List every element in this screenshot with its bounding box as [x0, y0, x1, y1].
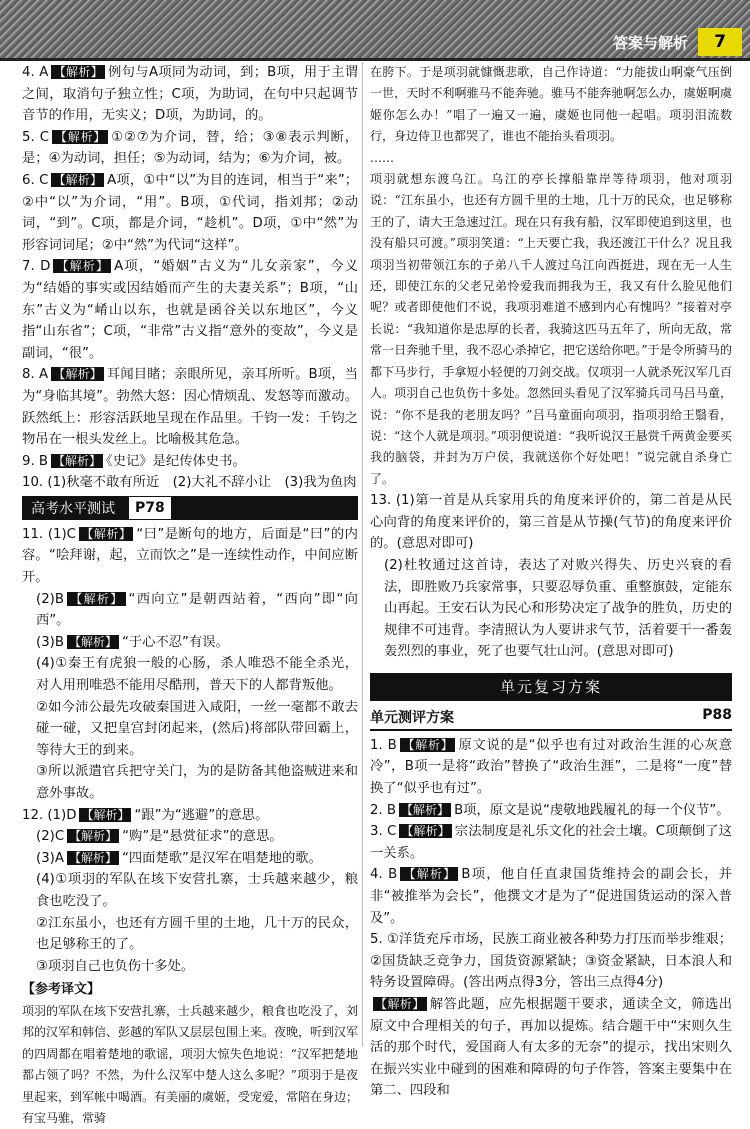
page-header [0, 0, 750, 61]
ellipsis: …… [370, 150, 394, 165]
analysis-tag: 【解析】 [53, 367, 102, 382]
analysis-tag: 【解析】 [80, 526, 132, 541]
analysis-tag: 【解析】 [53, 65, 104, 79]
unit-test-header [370, 707, 732, 731]
right-column [370, 62, 732, 1099]
analysis-tag: 【解析】 [53, 453, 102, 468]
analysis-tag: 【解析】 [53, 172, 103, 187]
analysis-tag: 【解析】 [402, 867, 457, 882]
answer-10: 10. (1)秋毫不敢有所近 (2)大礼不辞小让 (3)我为鱼肉 [22, 475, 357, 491]
answer-7: 7. D 【解析】 A项，“婚姻”古义为“儿女亲家”，今义为“结婚的事实或因结婚而产生的夫妻关系”；B项，“山东”古义为“崤山以东，也就是函谷关以东地区”，今义指“山东省”；C项，“非常”古义指“意外的变故”，今义是副词，“很”。 [22, 259, 358, 361]
answer-6: 6. C 【解析】 A项，①中“以”为目的连词，相当于“来”；②中“以”为介词，“用”。B项，①代词，指刘邦；②动词，“到”。C项，都是介词，“趁机”。D项，①中“然”为形容词词尾；②中“然”为代词“这样”。 [22, 172, 358, 253]
header-title: 答案与解析 [612, 34, 688, 52]
page-number: 7 [698, 28, 742, 56]
answer-12-3: (3)A 【解析】 “四面楚歌”是汉军在唱楚地的歌。 [36, 850, 322, 866]
answer-12-2: (2)C 【解析】 “购”是“悬赏征求”的意思。 [36, 829, 283, 845]
analysis-tag: 【解析】 [68, 591, 124, 606]
unit-review-header: 单元复习方案 [370, 673, 732, 701]
answer-13-2: (2)杜牧通过这首诗，表达了对败兴得失、历史兴衰的看法，即胜败乃兵家常事，只要忍辱负重、重整旗鼓，定能东山再起。王安石认为民心和形势决定了战争的胜负，历史的规律不可违背。李清照认为人要讲求气节，活着要干一番轰轰烈烈的事业，死了也要气壮山河。(意思对即可) [384, 557, 732, 660]
analysis-tag: 【解析】 [375, 997, 425, 1011]
section-page: P78 [128, 496, 172, 520]
review-answer-3: 3. C 【解析】 宗法制度是礼乐文化的社会土壤。C项颠倒了这一关系。 [370, 824, 732, 861]
analysis-tag: 【解析】 [55, 259, 110, 274]
reference-translation-continued: 在胯下。于是项羽就慷慨悲歌，自己作诗道：“力能拔山啊豪气压倒一世，天时不利啊骓马不能奔驰。骓马不能奔驰啊怎么办，虞姬啊虞姬你怎么办！”唱了一遍又一遍，虞姬也同他一起唱。项羽泪流数行，身边侍卫也都哭了，谁也不能抬头看项羽。 [370, 65, 732, 144]
section-title: 高考水平测试 [22, 497, 124, 519]
review-answer-4: 4. B 【解析】 B项，他自任直隶国货维持会的副会长，并非“被推举为会长”，他撰文才是为了“促进国货运动的深入普及”。 [370, 867, 732, 926]
review-answer-2: 2. B 【解析】 B项，原文是说“虔敬地践履礼的每一个仪节”。 [370, 802, 730, 818]
answer-5: 5. C 【解析】 ①②⑦为介词，替，给；③⑧表示判断，是；④为动词，担任；⑤为动词，结为；⑥为介词，被。 [22, 129, 358, 167]
reference-translation-continued-2: 项羽就想东渡乌江。乌江的亭长撑船靠岸等待项羽，他对项羽说：“江东虽小，也还有方圆千里的土地，几十万的民众，也足够称王的了，请大王急速过江。现在只有我有船，汉军即使追到这里，也没有船只可渡。”项羽笑道：“上天要亡我，我还渡江干什么？况且我项羽当初带领江东的子弟八千人渡过乌江向西挺进，现在无一人生还，即使江东的父老兄弟怜爱我而拥我为王，我又有什么脸见他们呢？或者即使他们不说，我项羽难道不感到内心有愧吗？”接着对亭长说：“我知道你是忠厚的长者，我骑这匹马五年了，所向无敌，常常一日奔驰千里，我不忍心杀掉它，把它送给你吧。”于是令所骑马的都下马步行，手拿短小轻便的刀剑交战。仅项羽一人就杀死汉军几百人。项羽自己也负伤十多处。忽然回头看见了汉军骑兵司马吕马童，说：“你不是我的老朋友吗？”吕马童面向项羽，指项羽给王翳看，说：“这个人就是项羽。”项羽便说道：“我听说汉王悬赏千两黄金要买我的脑袋，并封为万户侯，我就送你个好处吧！”说完就自杀身亡了。 [370, 172, 732, 486]
answer-11-2: (2)B 【解析】 “西向立”是朝西站着，“西向”即“向西”。 [36, 591, 358, 629]
answer-11-3: (3)B 【解析】 “于心不忍”有误。 [36, 634, 229, 650]
answer-12-4: (4)①项羽的军队在垓下安营扎寨，士兵越来越少，粮食也吃没了。 [36, 872, 358, 909]
answer-9: 9. B 【解析】 《史记》是纪传体史书。 [22, 453, 246, 469]
analysis-tag: 【解析】 [69, 829, 118, 844]
answer-11-1: 11. (1)C 【解析】 “曰”是断句的地方，后面是“曰”的内容。“哙拜谢，起，立而饮之”是一连续性动作，中间应断开。 [22, 526, 358, 586]
unit-test-page: P88 [702, 706, 732, 723]
answer-11-5: ②如今沛公最先攻破秦国进入咸阳，一丝一毫都不敢去碰一碰，又把皇宫封闭起来，(然后)将部队带回霸上，等待大王的到来。 [36, 699, 358, 758]
review-answer-5: 5. ①洋货充斥市场，民族工商业被各种势力打压而举步维艰；②国货缺乏竞争力，国货资源紧缺；③资金紧缺，日本浪人和特务设置障碍。(答出两点得3分，答出三点得4分) [370, 932, 732, 991]
answer-12-5: ②江东虽小，也还有方圆千里的土地，几十万的民众，也足够称王的了。 [36, 915, 358, 953]
answer-11-4: (4)①秦王有虎狼一般的心肠，杀人唯恐不能全杀光，对人用刑唯恐不能用尽酷刑，普天下的人都背叛他。 [36, 656, 358, 694]
answer-8: 8. A 【解析】 耳闻目睹；亲眼所见，亲耳所听。B项，当为“身临其境”。勃然大怒：因心情烦乱、发怒等而激动。跃然纸上：形容活跃地呈现在作品里。千钧一发：千钧之物吊在一根头发丝上。比喻极其危急。 [22, 367, 358, 448]
answer-12-1: 12. (1)D 【解析】 “跟”为“逃避”的意思。 [22, 807, 269, 823]
analysis-tag: 【解析】 [81, 807, 130, 822]
unit-test-title: 单元测评方案 [370, 709, 454, 726]
analysis-tag: 【解析】 [68, 850, 117, 865]
analysis-tag: 【解析】 [401, 802, 450, 817]
reference-translation-title: 【参考译文】 [22, 982, 101, 998]
review-answer-1: 1. B 【解析】 原文说的是“似乎也有过对政治生涯的心灰意冷”，B项一是将“政治”替换了“政治生涯”，二是将“一度”替换了“似乎也有过”。 [370, 737, 732, 797]
answer-4: 4. A 【解析】 例句与A项同为动词，到；B项，用于主谓之间，取消句子独立性；C项，为助词，在句中只起调节音节的作用，无实义；D项，为助词，的。 [22, 65, 359, 124]
review-answer-5-analysis: 【解析】 解答此题，应先根据题干要求，通读全文，筛选出原文中合理相关的句子，再加以提炼。结合题干中“宋则久生活的那个时代，爱国商人有太多的无奈”的提示，找出宋则久在振兴实业中碰到的困难和障碍的句子作答，答案主要集中在第二、四段和 [370, 997, 732, 1099]
analysis-tag: 【解析】 [54, 129, 107, 144]
column-divider [362, 62, 363, 1047]
answer-12-6: ③项羽自己也负伤十多处。 [36, 958, 195, 974]
reference-translation-text: 项羽的军队在垓下安营扎寨，士兵越来越少，粮食也吃没了，刘邦的汉军和韩信、彭越的军队又层层包围上来。夜晚，听到汉军的四周都在唱着楚地的歌谣，项羽大惊失色地说：“汉军把楚地都占领了吗？不然，为什么汉军中楚人这么多呢？”项羽于是夜里起来，到军帐中喝酒。有美丽的虞姬，受宠爱，常陪在身边；有宝马骓，常骑 [22, 1003, 359, 1125]
analysis-tag: 【解析】 [401, 824, 450, 839]
answer-11-6: ③所以派遣官兵把守关门，为的是防备其他盗贼进来和意外事故。 [36, 764, 358, 801]
left-column [22, 62, 359, 1125]
analysis-tag: 【解析】 [401, 737, 454, 752]
section-header [22, 496, 358, 520]
answer-13-1: 13. (1)第一首是从兵家用兵的角度来评价的，第二首是从民心向背的角度来评价的，第三首是从节操(气节)的角度来评价的。(意思对即可) [370, 493, 732, 552]
analysis-tag: 【解析】 [68, 634, 117, 649]
